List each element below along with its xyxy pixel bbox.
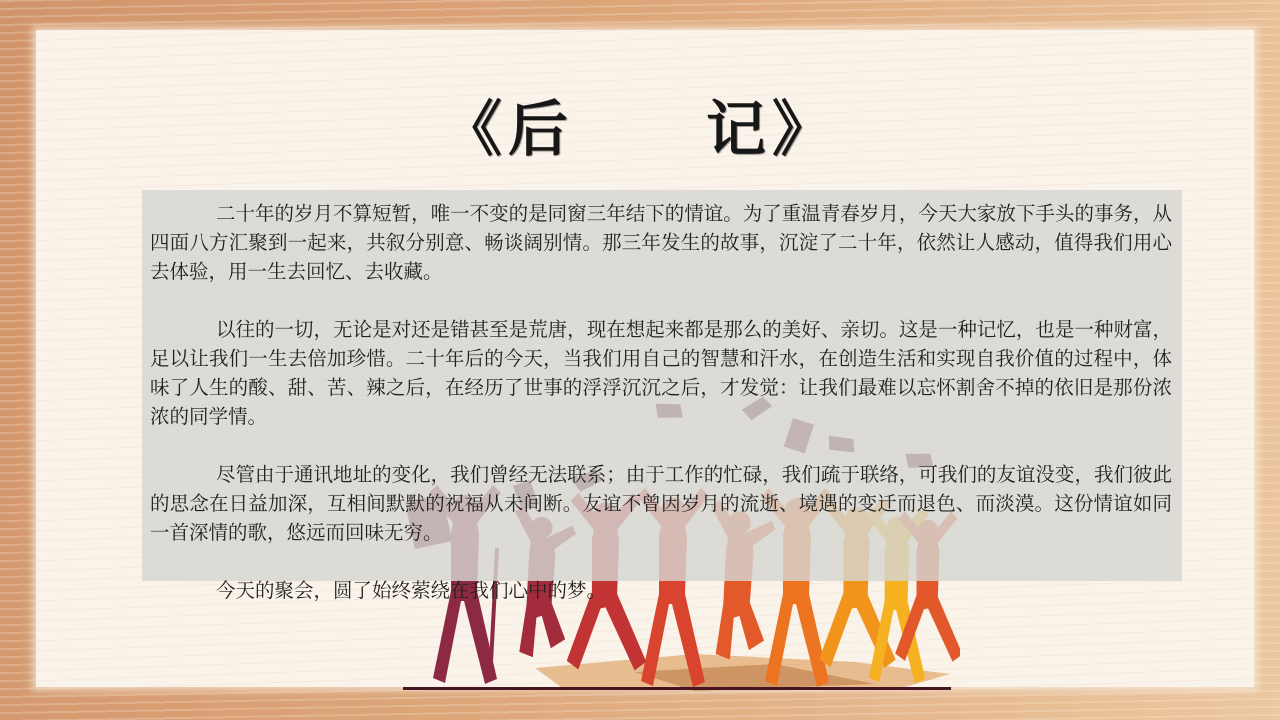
paragraph-3: 尽管由于通讯地址的变化，我们曾经无法联系；由于工作的忙碌，我们疏于联络，可我们的友谊没变，我们彼此的思念在日益加深，互相间默默的祝福从未间断。友谊不曾因岁月的流逝、境遇的变迁而退色、而淡漠。这份情谊如同一首深情的歌，悠远而回味无穷。 [150,464,1172,544]
paragraph-4: 今天的聚会，圆了始终萦绕在我们心中的梦。 [216,580,607,602]
paragraph-1: 二十年的岁月不算短暂，唯一不变的是同窗三年结下的情谊。为了重温青春岁月，今天大家放下手头的事务，从四面八方汇聚到一起来，共叙分别意、畅谈阔别情。那三年发生的故事，沉淀了二十年，依然让人感动，值得我们用心去体验，用一生去回忆、去收藏。 [150,203,1172,283]
ground-line [403,687,951,690]
paragraph-2: 以往的一切，无论是对还是错甚至是荒唐，现在想起来都是那么的美好、亲切。这是一种记忆，也是一种财富，足以让我们一生去倍加珍惜。二十年后的今天，当我们用自己的智慧和汗水，在创造生活和实现自我价值的过程中，体味了人生的酸、甜、苦、辣之后，在经历了世事的浮浮沉沉之后，才发觉：让我们最难以忘怀割舍不掉的依旧是那份浓浓的同学情。 [150,319,1172,428]
afterword-text-box [142,190,1182,602]
page-title: 《后 记》 [442,96,838,163]
